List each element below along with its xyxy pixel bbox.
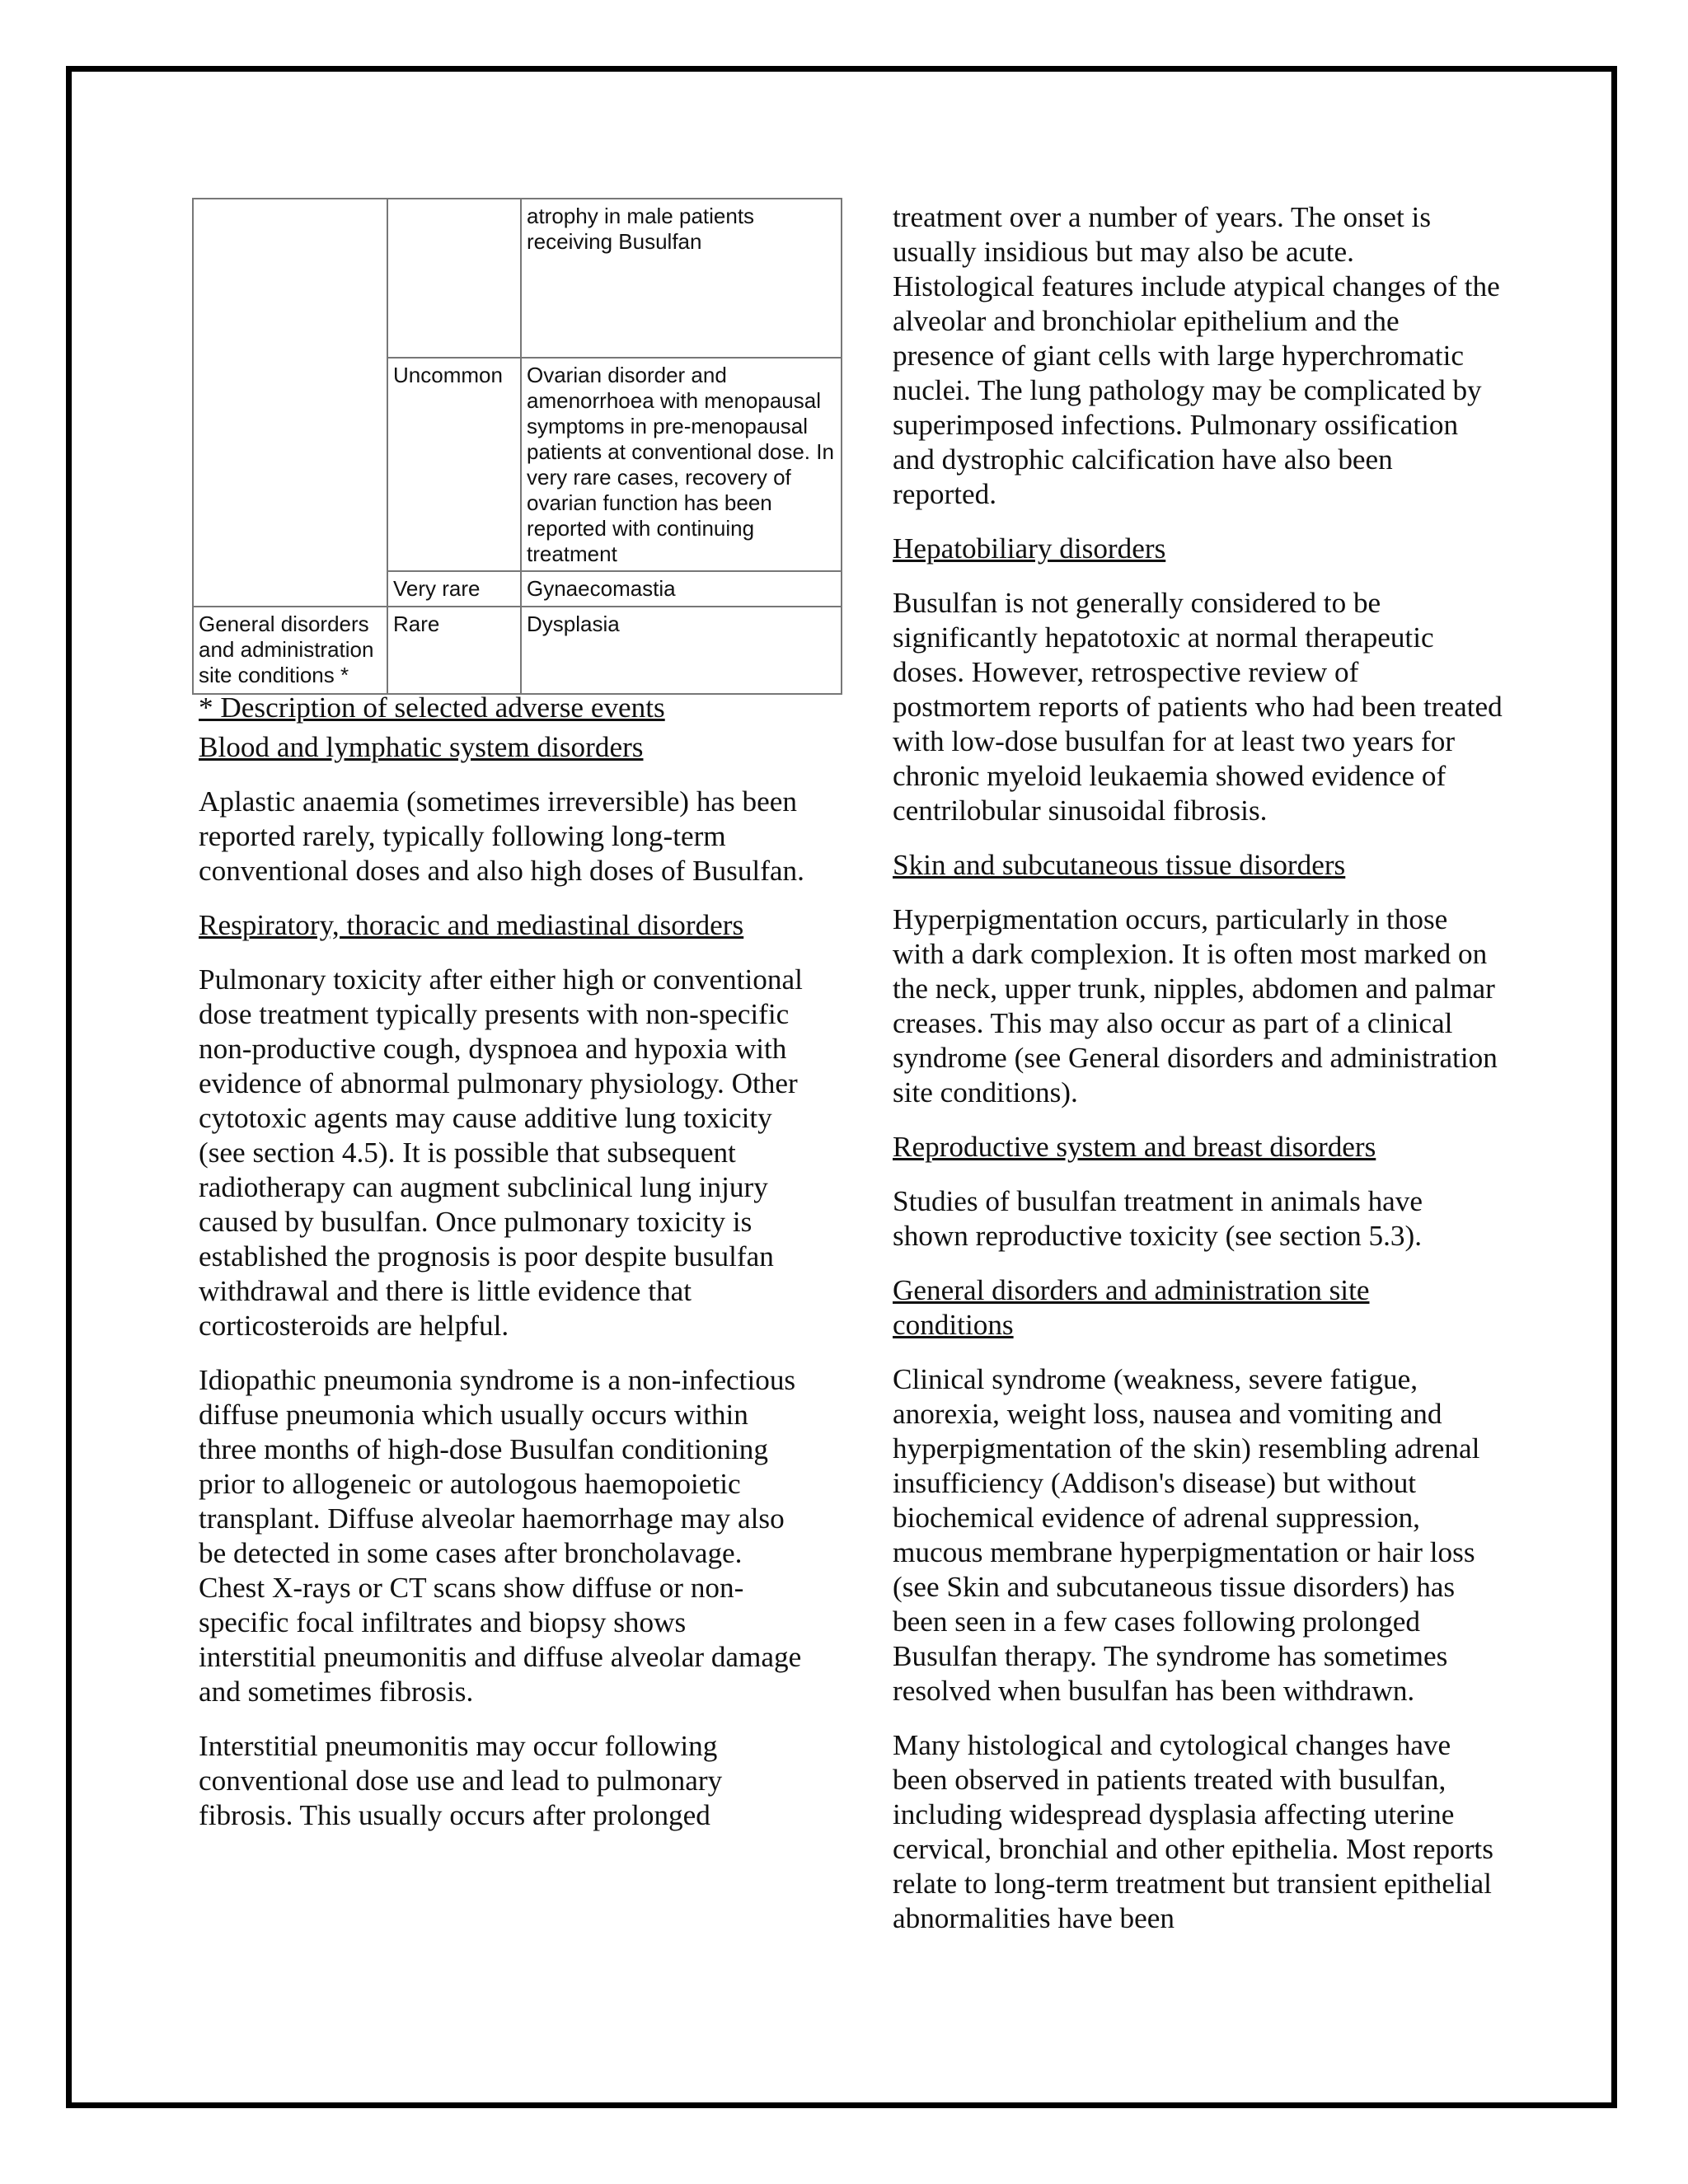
respiratory-continued-paragraph: treatment over a number of years. The onset is usually insidious but may also be acute. Histological features include atypical changes of the alveolar and bronchiolar epithelium and the presence of giant cells with large hyperchromatic nuclei. The lung pathology may be complicated by superimposed infections. Pulmonary ossification and dystrophic calcification have also been reported. [893, 201, 1500, 510]
general-disorders-paragraph-2: Many histological and cytological changes have been observed in patients treated with busulfan, including widespread dysplasia affecting uterine cervical, bronchial and other epithelia. Most reports relate to long-term treatment but transient epithelial abnormalities have been [893, 1729, 1493, 1934]
blood-disorders-paragraph: Aplastic anaemia (sometimes irreversible) has been reported rarely, typically following long-term conventional doses and also high doses of Busulfan. [199, 785, 804, 887]
table-cell-soc: General disorders and administration site conditions * [193, 607, 387, 694]
reproductive-disorders-heading: Reproductive system and breast disorders [893, 1131, 1376, 1163]
table-row [193, 199, 842, 358]
respiratory-paragraph-1: Pulmonary toxicity after either high or conventional dose treatment typically presents with non-specific non-productive cough, dyspnoea and hypoxia with evidence of abnormal pulmonary physiology. Other cytotoxic agents may cause additive lung toxicity (see section 4.5). It is possible that subsequent radiotherapy can augment subclinical lung injury caused by busulfan. Once pulmonary toxicity is established the prognosis is poor despite busulfan withdrawal and there is little evidence that corticosteroids are helpful. [199, 963, 803, 1342]
skin-disorders-paragraph: Hyperpigmentation occurs, particularly in those with a dark complexion. It is often most marked on the neck, upper trunk, nipples, abdomen and palmar creases. This may also occur as part of a clinical syndrome (see General disorders and administration site conditions). [893, 903, 1498, 1108]
table-cell-reaction: Gynaecomastia [521, 571, 842, 607]
respiratory-disorders-heading: Respiratory, thoracic and mediastinal disorders [199, 909, 744, 941]
table-cell-soc [193, 199, 387, 607]
hepatobiliary-heading: Hepatobiliary disorders [893, 532, 1166, 565]
respiratory-paragraph-2: Idiopathic pneumonia syndrome is a non-infectious diffuse pneumonia which usually occurs within three months of high-dose Busulfan conditioning prior to allogeneic or autologous haemopoietic transplant. Diffuse alveolar haemorrhage may also be detected in some cases after broncholavage. Chest X-rays or CT scans show diffuse or non-specific focal infiltrates and biopsy shows interstitial pneumonitis and diffuse alveolar damage and sometimes fibrosis. [199, 1364, 802, 1708]
left-column [199, 691, 809, 1853]
description-heading: * Description of selected adverse events [199, 691, 665, 724]
table-cell-reaction: Dysplasia [521, 607, 842, 694]
table-cell-frequency: Rare [387, 607, 521, 694]
table-cell-frequency [387, 199, 521, 358]
skin-disorders-heading: Skin and subcutaneous tissue disorders [893, 849, 1346, 881]
adverse-events-table [192, 198, 842, 695]
table-cell-frequency: Uncommon [387, 358, 521, 571]
respiratory-paragraph-3: Interstitial pneumonitis may occur following conventional dose use and lead to pulmonary fibrosis. This usually occurs after prolonged [199, 1730, 723, 1831]
blood-disorders-heading: Blood and lymphatic system disorders [199, 731, 644, 763]
table-cell-reaction: Ovarian disorder and amenorrhoea with menopausal symptoms in pre-menopausal patients at conventional dose. In very rare cases, recovery of ovarian function has been reported with continuing treatment [521, 358, 842, 571]
right-column [893, 200, 1503, 1956]
table-row [193, 607, 842, 694]
reproductive-paragraph: Studies of busulfan treatment in animals have shown reproductive toxicity (see section 5.3). [893, 1185, 1423, 1252]
general-disorders-paragraph-1: Clinical syndrome (weakness, severe fatigue, anorexia, weight loss, nausea and vomiting and hyperpigmentation of the skin) resembling adrenal insufficiency (Addison's disease) but without biochemical evidence of adrenal suppression, mucous membrane hyperpigmentation or hair loss (see Skin and subcutaneous tissue disorders) has been seen in a few cases following prolonged Busulfan therapy. The syndrome has sometimes resolved when busulfan has been withdrawn. [893, 1363, 1480, 1707]
hepatobiliary-paragraph: Busulfan is not generally considered to be significantly hepatotoxic at normal therapeutic doses. However, retrospective review of postmortem reports of patients who had been treated with low-dose busulfan for at least two years for chronic myeloid leukaemia showed evidence of centrilobular sinusoidal fibrosis. [893, 587, 1503, 827]
table-cell-reaction: atrophy in male patients receiving Busulfan [521, 199, 842, 358]
general-disorders-heading: General disorders and administration site conditions [893, 1274, 1370, 1341]
table-cell-frequency: Very rare [387, 571, 521, 607]
